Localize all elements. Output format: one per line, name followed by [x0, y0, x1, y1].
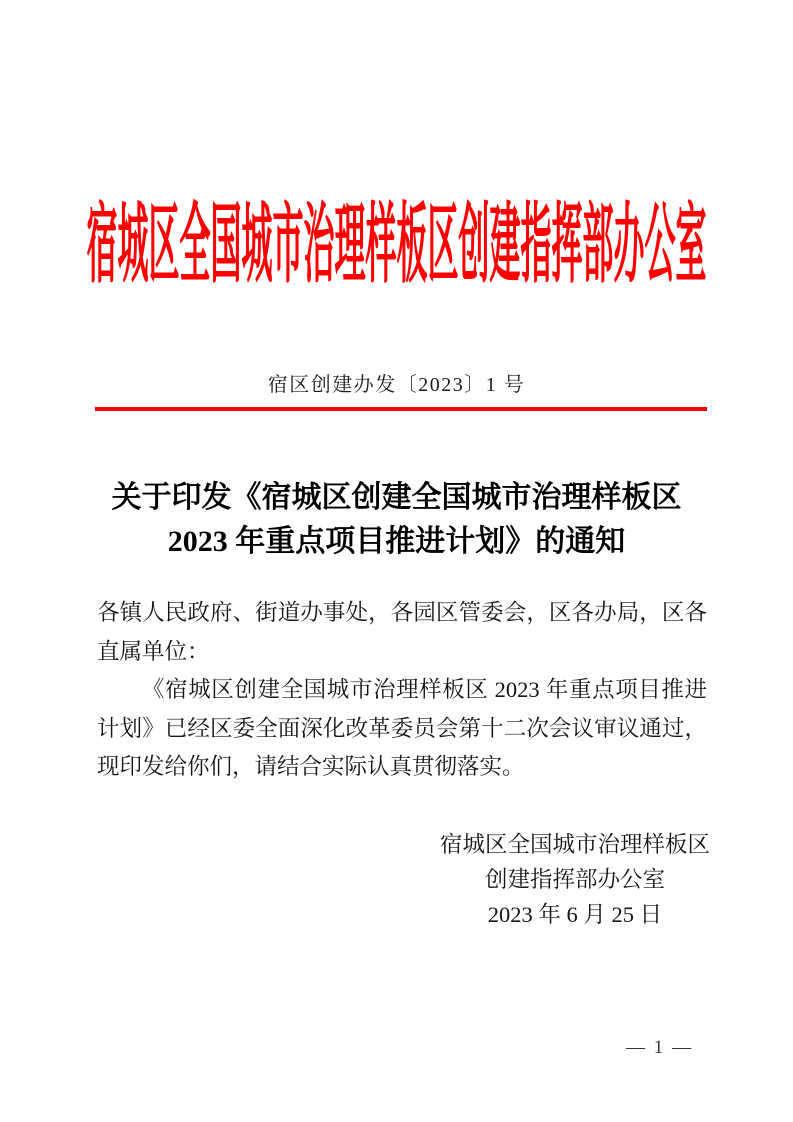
document-reference-number: 宿区创建办发〔2023〕1 号	[267, 374, 526, 396]
notice-body	[97, 594, 707, 787]
salutation-paragraph: 各镇人民政府、街道办事处，各园区管委会，区各办局，区各直属单位：	[97, 600, 707, 664]
body-paragraph: 《宿城区创建全国城市治理样板区 2023 年重点项目推进计划》已经区委全面深化改革委员会第十二次会议审议通过，现印发给你们，请结合实际认真贯彻落实。	[97, 677, 707, 779]
signature-block	[440, 827, 710, 932]
notice-title	[0, 476, 793, 564]
signature-org-line2: 创建指挥部办公室	[484, 867, 665, 892]
letterhead	[0, 195, 793, 293]
red-separator-rule	[95, 407, 707, 411]
page-number: — 1 —	[626, 1037, 693, 1058]
signature-date: 2023 年 6 月 25 日	[487, 902, 663, 927]
letterhead-title: 宿城区全国城市治理样板区创建指挥部办公室	[86, 195, 707, 293]
notice-title-line2: 2023 年重点项目推进计划》的通知	[167, 525, 626, 558]
signature-org-line1: 宿城区全国城市治理样板区	[439, 832, 710, 857]
notice-title-line1: 关于印发《宿城区创建全国城市治理样板区	[111, 481, 682, 514]
